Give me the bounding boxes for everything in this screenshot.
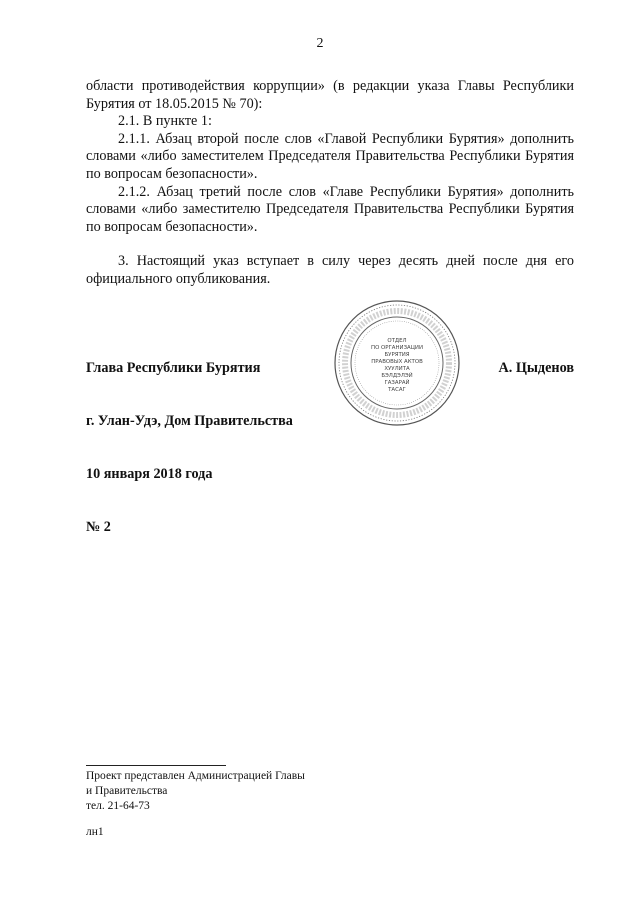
- seal-line-5: ХУУЛИТА: [384, 366, 410, 372]
- paragraph-2-1: 2.1. В пункте 1:: [118, 113, 212, 130]
- seal-line-1: ОТДЕЛ: [387, 338, 407, 344]
- paragraph-spacer: [86, 236, 574, 253]
- signatory-name: А. Цыденов: [498, 360, 574, 376]
- paragraph-3: 3. Настоящий указ вступает в силу через десять дней после дня его официального опубликования.: [86, 253, 574, 287]
- paragraph-2-1-2: 2.1.2. Абзац третий после слов «Главе Республики Бурятия» дополнить словами «либо заместителю Председателя Правительства Республики Бурятия по вопросам безопасности».: [86, 183, 574, 235]
- place-of-signing: г. Улан-Удэ, Дом Правительства: [86, 413, 293, 429]
- footnote-line-1: Проект представлен Администрацией Главы: [86, 770, 305, 782]
- document-number: № 2: [86, 519, 111, 535]
- page-number: 2: [316, 36, 324, 51]
- official-seal-icon: [332, 298, 462, 428]
- footnote-divider: [86, 765, 226, 766]
- seal-line-7: ГАЗАРАЙ: [384, 380, 410, 386]
- document-body: [86, 78, 574, 289]
- seal-line-6: БЭЛДЭЛЭЙ: [381, 373, 413, 379]
- paragraph-2-1-1: 2.1.1. Абзац второй после слов «Главой Республики Бурятия» дополнить словами «либо заместителем Председателя Правительства Республики Бурятия по вопросам безопасности».: [86, 130, 574, 182]
- footnote: [86, 769, 305, 814]
- paragraph-continuation: области противодействия коррупции» (в редакции указа Главы Республики Бурятия от 18.05.2015 № 70):: [86, 78, 574, 112]
- footnote-line-2: и Правительства: [86, 785, 168, 797]
- document-code: лн1: [86, 826, 104, 838]
- signatory-position: Глава Республики Бурятия: [86, 360, 261, 376]
- seal-line-2: ПО ОРГАНИЗАЦИИ: [371, 345, 423, 351]
- seal-line-8: ТАСАГ: [388, 387, 406, 393]
- seal-line-4: ПРАВОВЫХ АКТОВ: [371, 359, 423, 365]
- document-date: 10 января 2018 года: [86, 466, 213, 482]
- seal-line-3: БУРЯТИЯ: [384, 352, 410, 358]
- footnote-phone: тел. 21-64-73: [86, 800, 150, 812]
